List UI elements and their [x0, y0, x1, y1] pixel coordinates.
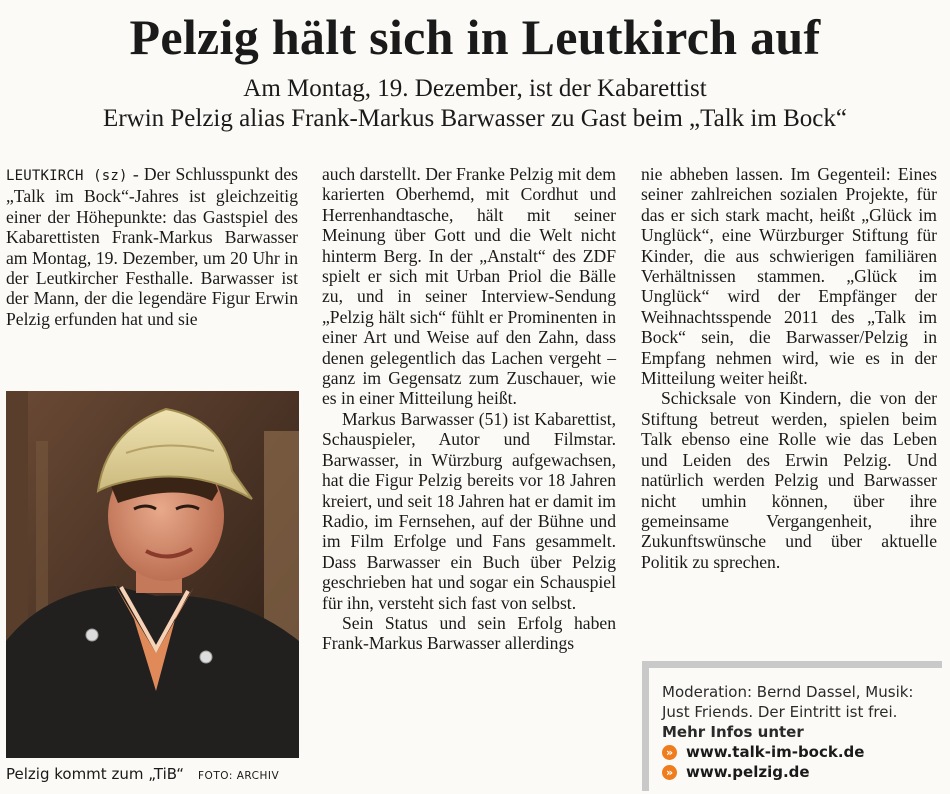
link-row-talk-im-bock[interactable] [662, 742, 942, 762]
article-paragraph: nie abheben lassen. Im Gegenteil: Eines seiner zahlreichen sozialen Projekte, für das er sich stark macht, heißt „Glück im Unglück“, eine Würzburger Stiftung für Kinder, die aus schwierigen familiären Verhältnissen stammen. „Glück im Unglück“ wird der Empfänger der Weihnachtsspende 2011 des „Talk im Bock“ sein, die Barwasser/Pelzig in Empfang nehmen wird, wie es in der Mitteilung weiter heißt. [641, 164, 937, 389]
subheadline-line-2: Erwin Pelzig alias Frank-Markus Barwasser zu Gast beim „Talk im Bock“ [103, 105, 847, 132]
arrow-right-icon: » [662, 765, 677, 780]
article-paragraph: Schicksale von Kindern, die von der Stiftung betreut werden, spielen beim Talk ebenso eine Rolle wie das Leben und Leiden des Erwin Pelzig. Und natürlich werden Pelzig und Barwasser nicht umhin können, über ihre gemeinsame Vergangenheit, ihre Zukunftswünsche und über aktuelle Politik zu sprechen. [641, 388, 937, 572]
photo-caption [6, 764, 299, 786]
info-more-label: Mehr Infos unter [662, 723, 804, 741]
arrow-right-icon: » [662, 745, 677, 760]
article-paragraph: Markus Barwasser (51) ist Kabarettist, Schauspieler, Autor und Filmstar. Barwasser, in Würzburg aufgewachsen, hat die Figur Pelzig bereits vor 18 Jahren kreiert, und seit 18 Jahren hat er damit im Radio, im Fernsehen, auf der Bühne und im Film Erfolge und Fans gesammelt. Dass Barwasser ein Buch über Pelzig geschrieben hat und sogar ein Schauspiel für ihn, versteht sich fast von selbst. [322, 408, 616, 613]
portrait-image [6, 391, 299, 758]
article-paragraph: auch darstellt. Der Franke Pelzig mit dem karierten Oberhemd, mit Cordhut und Herrenhandtasche, hält mit seiner Meinung über Gott und die Welt nicht hinterm Berg. In der „Anstalt“ des ZDF spielt er sich mit Urban Priol die Bälle zu, und in seiner Interview-Sendung „Pelzig hält sich“ fühlt er Prominenten in einer Art und Weise auf den Zahn, dass denen gelegentlich das Lachen vergeht – ganz im Gegensatz zum Zuschauer, wie es in einer Mitteilung heißt. [322, 164, 616, 409]
info-moderation: Moderation: Bernd Dassel, Musik: [662, 683, 914, 701]
article-lead-text: - Der Schlusspunkt des „Talk im Bock“-Jahres ist gleichzeitig einer der Höhepunkte: das Gastspiel des Kabarettisten Frank-Markus Barwasser am Montag, 19. Dezember, um 20 Uhr in der Leutkircher Festhalle. Barwasser ist der Mann, der die legendäre Figur Erwin Pelzig erfunden hat und sie [6, 164, 298, 329]
subheadline [0, 74, 950, 134]
link-talk-im-bock[interactable]: www.talk-im-bock.de [686, 743, 865, 761]
info-admission: Just Friends. Der Eintritt ist frei. [662, 703, 898, 721]
article-paragraph: Sein Status und sein Erfolg haben Frank-Markus Barwasser allerdings [322, 612, 616, 654]
article-paragraph [6, 164, 298, 329]
link-row-pelzig[interactable] [662, 762, 942, 782]
subheadline-line-1: Am Montag, 19. Dezember, ist der Kabarettist [243, 75, 707, 102]
link-pelzig[interactable]: www.pelzig.de [686, 763, 810, 781]
info-box [642, 661, 942, 791]
headline: Pelzig hält sich in Leutkirch auf [129, 9, 821, 65]
dateline: LEUTKIRCH (sz) [6, 168, 128, 184]
article-column-1 [6, 164, 298, 329]
photo-credit: FOTO: ARCHIV [198, 770, 280, 782]
article-column-2 [322, 164, 616, 654]
article-column-3 [641, 164, 937, 572]
caption-text: Pelzig kommt zum „TiB“ [6, 765, 185, 783]
article-photo [6, 391, 299, 758]
